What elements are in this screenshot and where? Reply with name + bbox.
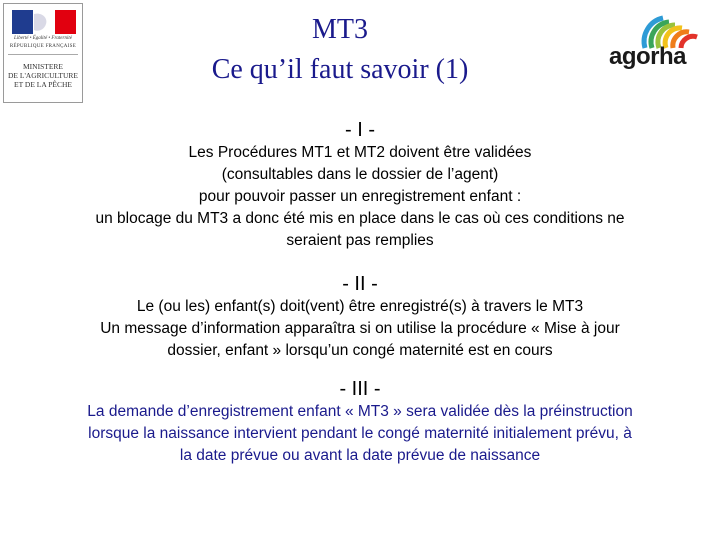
ministry-name: MINISTERE DE L'AGRICULTURE ET DE LA PÊCHE — [7, 62, 79, 89]
ministry-logo — [3, 3, 83, 103]
section-1-numeral: - I - — [345, 119, 375, 141]
logo-divider — [8, 54, 78, 55]
section-1 — [0, 118, 720, 252]
section-3 — [0, 377, 720, 467]
agorha-logo — [605, 10, 705, 72]
section-2 — [0, 272, 720, 362]
page-subtitle: Ce qu’il faut savoir (1) — [211, 54, 469, 85]
section-3-text: La demande d’enregistrement enfant « MT3 » sera validée dès la préinstruction lorsque la naissance intervient pendant le congé maternité initialement prévu, à la date prévue ou avant la date prévue de naissance — [87, 403, 633, 464]
section-1-text: Les Procédures MT1 et MT2 doivent être validées (consultables dans le dossier de l’agent) pour pouvoir passer un enregistrement enfant : un blocage du MT3 a donc été mis en place dans le cas où ces conditions ne seraient pas remplies — [95, 144, 625, 249]
republic-label: RÉPUBLIQUE FRANÇAISE — [9, 44, 77, 49]
section-2-text: Le (ou les) enfant(s) doit(vent) être enregistré(s) à travers le MT3 Un message d’information apparaîtra si on utilise la procédure « Mise à jour dossier, enfant » lorsqu’un congé maternité est en cours — [100, 298, 620, 359]
section-3-numeral: - III - — [339, 378, 381, 400]
section-2-numeral: - II - — [342, 273, 378, 295]
republic-motto: Liberté • Égalité • Fraternité — [14, 36, 72, 41]
marianne-flag-icon — [12, 10, 76, 34]
page-title: MT3 — [312, 14, 368, 45]
agorha-wordmark: agorha — [609, 43, 687, 70]
